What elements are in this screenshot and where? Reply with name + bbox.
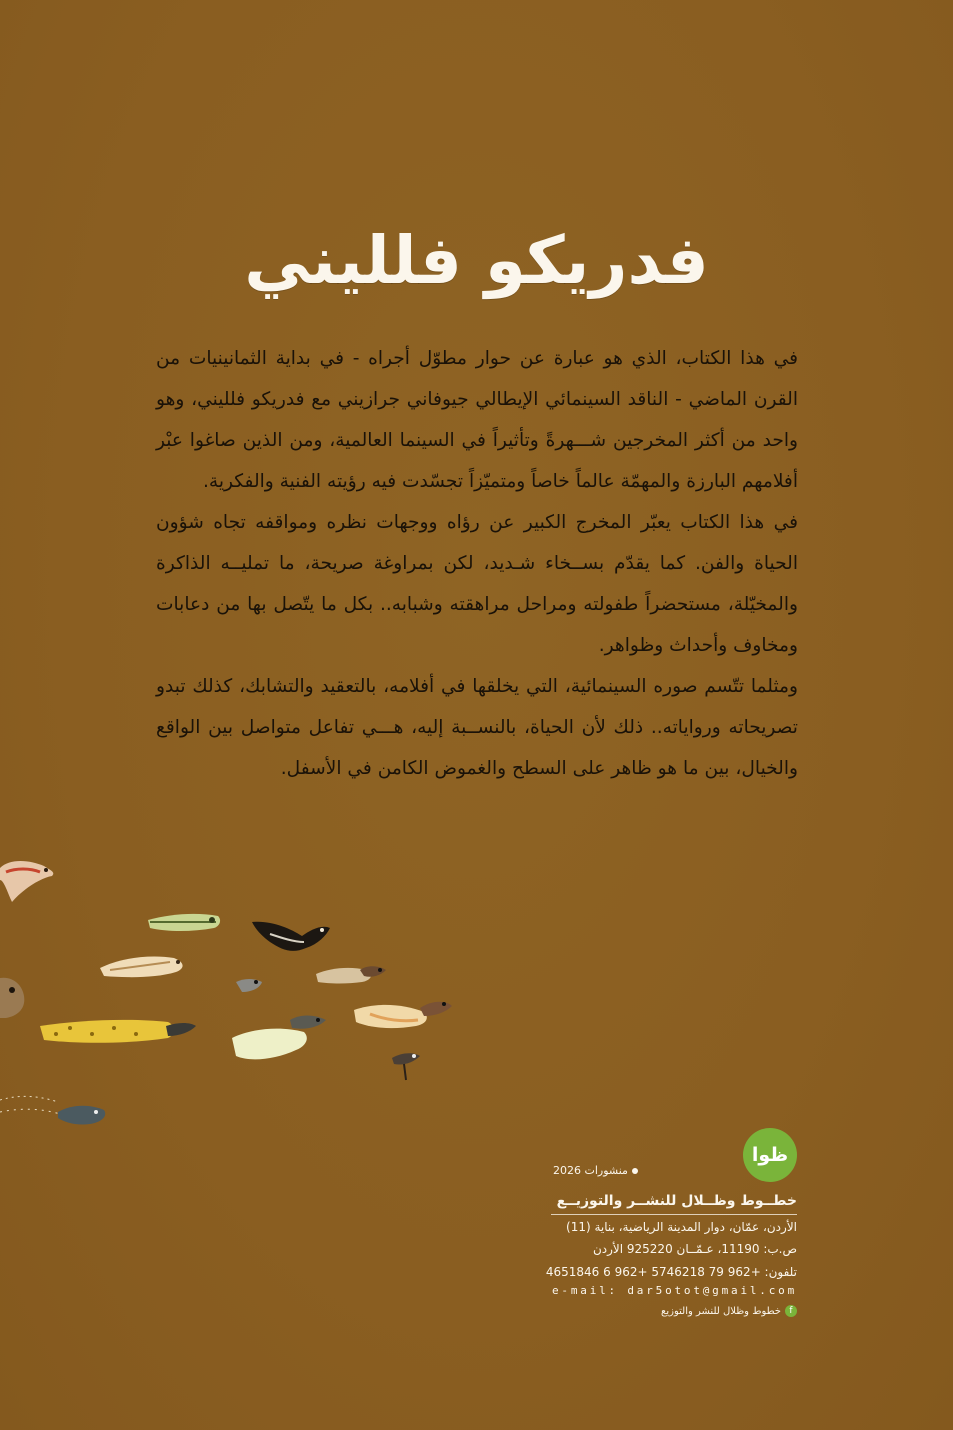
facebook-label: خطوط وظلال للنشر والتوزيع [661,1306,781,1317]
bird-illustration [0,1096,105,1124]
bird-illustration [100,956,183,977]
blurb-paragraph-2: في هذا الكتاب يعبّر المخرج الكبير عن رؤاه ووجهات نظره ومواقفه تجاه شؤون الحياة والفن. كما يقدّم بســخاء شـديد، لكن بمراوغة صريحة، ما تمليــه الذاكرة والمخيّلة، مستحضراً طفولته ومراحل مراهقته وشبابه.. بكل ما يتّصل بها من دعابات ومخاوف وأحداث وظواهر. [156,512,798,656]
bird-illustration [236,979,262,992]
divider [551,1214,797,1215]
bird-illustration [232,1016,326,1060]
bird-illustration [0,978,24,1018]
bird-illustration [392,1053,420,1080]
bird-illustration [148,914,220,931]
address-line-2: ص.ب: 11190، عـمّــان 925220 الأردن [592,1242,797,1256]
logo-text: ظوا [751,1144,789,1166]
bullet-icon [632,1168,638,1174]
birds-illustration [0,850,470,1150]
publication-series [553,1164,638,1177]
blurb-paragraph-1: في هذا الكتاب، الذي هو عبارة عن حوار مطوّل أجراه - في بداية الثمانينيات من القرن الماضي - الناقد السينمائي الإيطالي جيوفاني جرازيني مع فدريكو فلليني، وهو واحد من أكثر المخرجين شـــهرةً وتأثيراً في السينما العالمية، ومن الذين صاغوا عبْر أفلامهم البارزة والمهمّة عالماً خاصاً ومتميّزاً تجسّدت فيه رؤيته الفنية والفكرية. [156,348,798,492]
publisher-name: خطــوط وظــلال للنشــر والتوزيــع [556,1193,797,1209]
email-line: e-mail: dar5otot@gmail.com [552,1284,797,1297]
phone-line: تلفون: +962 79 5746218 +962 6 4651846 [545,1265,797,1279]
bird-illustration [316,966,386,983]
address-line-1: الأردن، عمّان، دوار المدينة الرياضية، بناية (11) [566,1220,797,1234]
bird-illustration [40,1020,196,1043]
facebook-line [551,1305,797,1317]
publisher-logo [743,1128,797,1182]
bird-illustration [354,1002,452,1028]
blurb-paragraph-3: ومثلما تتّسم صوره السينمائية، التي يخلقها في أفلامه، بالتعقيد والتشابك، كذلك تبدو تصريحاته ورواياته.. ذلك لأن الحياة، بالنســبة إليه، هـــي تفاعل متواصل بين الواقع والخيال، بين ما هو ظاهر على السطح والغموض الكامن في الأسفل. [156,676,798,779]
blurb [156,338,798,789]
facebook-icon: f [785,1305,797,1317]
bird-illustration [0,861,53,902]
bird-illustration [252,922,330,951]
book-title: فدريكو فلليني [244,222,709,299]
series-label: منشورات 2026 [553,1164,628,1177]
